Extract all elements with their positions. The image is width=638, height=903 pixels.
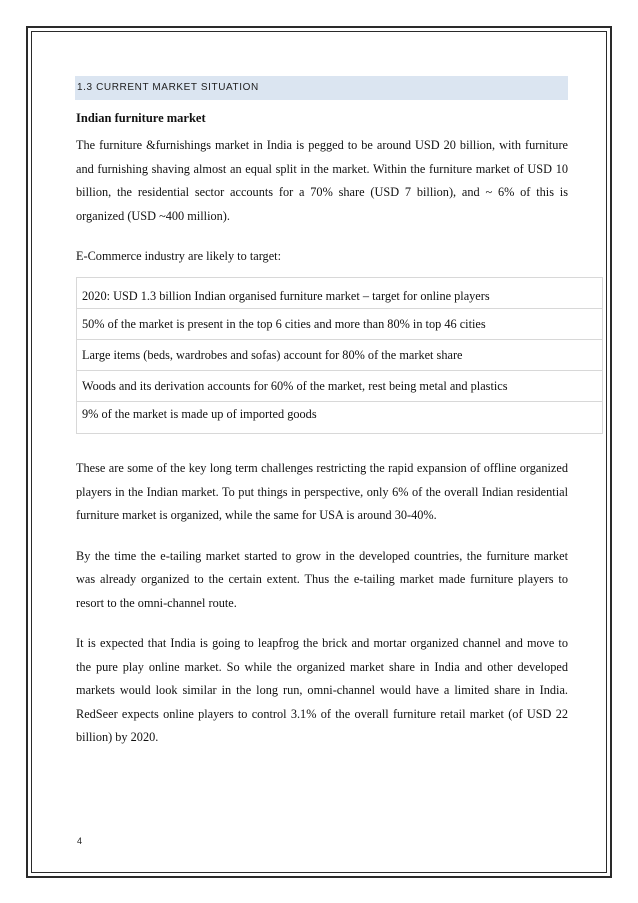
fact-row: Large items (beds, wardrobes and sofas) account for 80% of the market share [77,340,602,371]
facts-table [76,277,603,434]
page-content [76,76,568,744]
subheading: Indian furniture market [76,111,206,125]
intro-paragraph: The furniture &furnishings market in India is pegged to be around USD 20 billion, with furniture and furnishing shaving almost an equal split in the market. Within the furniture market of USD 10 billion, the residential sector accounts for a 70% share (USD 7 billion), and ~ 6% of this is organized (USD ~400 million). [76,138,568,223]
fact-row: 9% of the market is made up of imported goods [82,407,317,421]
fact-row: 2020: USD 1.3 billion Indian organised furniture market – target for online players [77,278,602,309]
etailing-paragraph: By the time the e-tailing market started to grow in the developed countries, the furniture market was already organized to the certain extent. Thus the e-tailing market made furniture players to resort to the omni-channel route. [76,548,568,610]
fact-row: 50% of the market is present in the top 6 cities and more than 80% in top 46 cities [77,309,602,340]
challenges-paragraph: These are some of the key long term challenges restricting the rapid expansion of offline organized players in the Indian market. To put things in perspective, only 6% of the overall Indian residential furniture market is organized, while the same for USA is around 30-40%. [76,461,568,522]
ecommerce-paragraph: E-Commerce industry are likely to target: [76,249,282,263]
section-heading: 1.3 CURRENT MARKET SITUATION [75,76,568,100]
page-number: 4 [77,836,83,846]
fact-row: Woods and its derivation accounts for 60% of the market, rest being metal and plastics [77,371,602,402]
lower-body [76,457,568,750]
outlook-paragraph: It is expected that India is going to leapfrog the brick and mortar organized channel and move to the pure play online market. So while the organized market share in India and other developed markets would look similar in the long run, omni-channel would have a limited share in India. RedSeer expects online players to control 3.1% of the overall furniture retail market (of USD 22 billion) by 2020. [76,636,568,744]
